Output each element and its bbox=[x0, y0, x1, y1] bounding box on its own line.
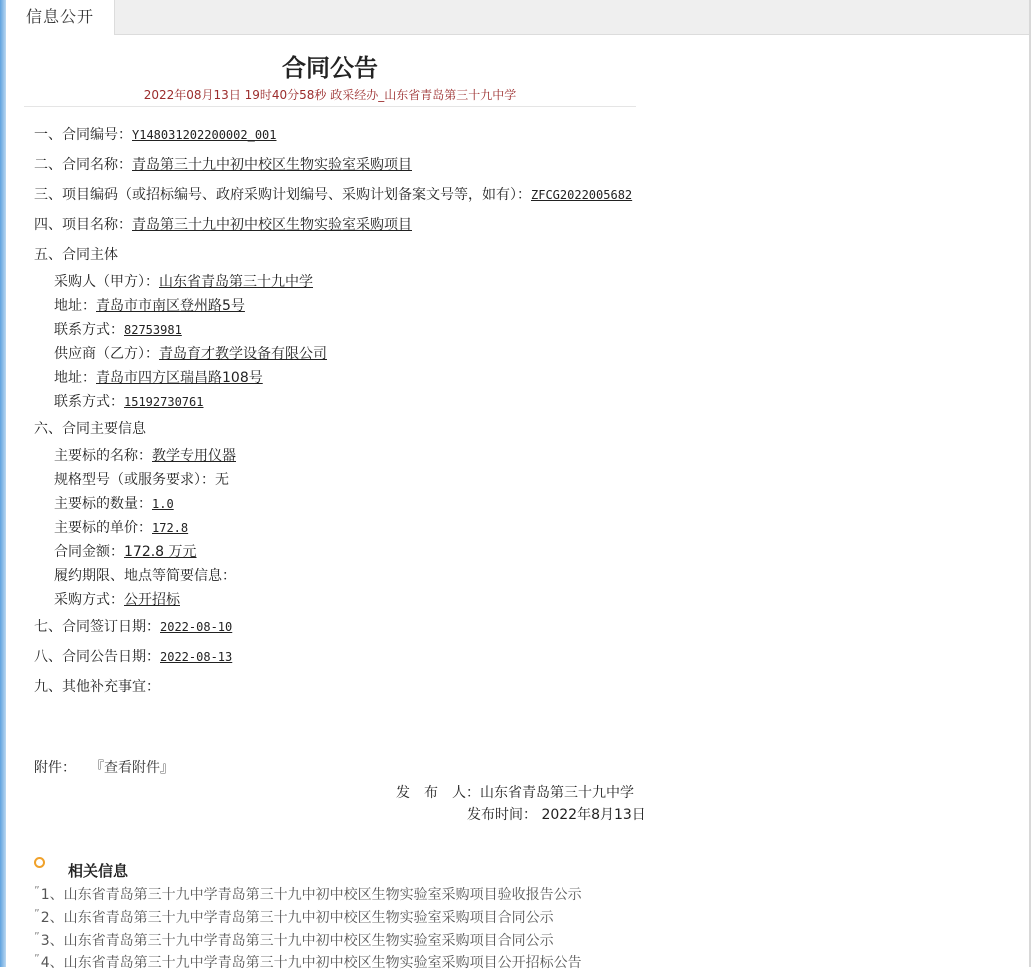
quote-mark-icon: ” bbox=[34, 884, 40, 897]
field-project-code: 三、项目编码（或招标编号、政府采购计划编号、采购计划备案文号等，如有）：ZFCG2022005682 bbox=[34, 187, 633, 203]
quote-mark-icon: ” bbox=[34, 930, 40, 943]
announcement-content bbox=[24, 34, 636, 107]
field-other-matters: 九、其他补充事宜： bbox=[34, 679, 160, 695]
field-announce-date: 八、合同公告日期：2022-08-13 bbox=[34, 649, 233, 665]
field-project-name: 四、项目名称：青岛第三十九中初中校区生物实验室采购项目 bbox=[34, 217, 412, 233]
field-supplier-address: 地址：青岛市四方区瑞昌路108号 bbox=[54, 370, 263, 386]
attachment-row: 附件： 『查看附件』 bbox=[34, 760, 174, 776]
publisher-line: 发 布 人：山东省青岛第三十九中学 bbox=[396, 785, 634, 801]
field-purchaser-address: 地址：青岛市市南区登州路5号 bbox=[54, 298, 245, 314]
field-contract-amount: 合同金额：172.8 万元 bbox=[54, 544, 197, 560]
publish-time-line: 发布时间： 2022年8月13日 bbox=[467, 807, 646, 823]
field-supplier-contact: 联系方式：15192730761 bbox=[54, 394, 204, 410]
section-contract-info: 六、合同主要信息 bbox=[34, 421, 146, 437]
field-performance-info: 履约期限、地点等简要信息： bbox=[54, 568, 236, 584]
related-item[interactable]: ”2、山东省青岛第三十九中学青岛第三十九中初中校区生物实验室采购项目合同公示 bbox=[34, 907, 554, 926]
related-item[interactable]: ”3、山东省青岛第三十九中学青岛第三十九中初中校区生物实验室采购项目合同公示 bbox=[34, 930, 554, 949]
quote-mark-icon: ” bbox=[34, 952, 40, 965]
field-contract-name: 二、合同名称：青岛第三十九中初中校区生物实验室采购项目 bbox=[34, 157, 412, 173]
tab-bar bbox=[6, 0, 1029, 35]
field-supplier: 供应商（乙方）：青岛育才教学设备有限公司 bbox=[54, 346, 327, 362]
field-quantity: 主要标的数量：1.0 bbox=[54, 496, 174, 512]
field-contract-number: 一、合同编号：Y148031202200002_001 bbox=[34, 127, 277, 143]
page-title: 合同公告 bbox=[282, 54, 378, 82]
section-contract-parties: 五、合同主体 bbox=[34, 247, 118, 263]
related-info-heading: 相关信息 bbox=[68, 862, 129, 880]
field-spec: 规格型号（或服务要求）：无 bbox=[54, 472, 229, 488]
field-sign-date: 七、合同签订日期：2022-08-10 bbox=[34, 619, 233, 635]
tab-info-public[interactable]: 信息公开 bbox=[6, 0, 115, 35]
related-item[interactable]: ”4、山东省青岛第三十九中学青岛第三十九中初中校区生物实验室采购项目公开招标公告 bbox=[34, 952, 582, 971]
related-item[interactable]: ”1、山东省青岛第三十九中学青岛第三十九中初中校区生物实验室采购项目验收报告公示 bbox=[34, 884, 582, 903]
field-purchaser: 采购人（甲方）：山东省青岛第三十九中学 bbox=[54, 274, 313, 290]
view-attachment-link[interactable]: 『查看附件』 bbox=[90, 760, 174, 776]
field-subject-name: 主要标的名称：教学专用仪器 bbox=[54, 448, 236, 464]
quote-mark-icon: ” bbox=[34, 907, 40, 920]
circle-bullet-icon bbox=[34, 857, 45, 868]
left-rail bbox=[0, 0, 6, 967]
field-purchaser-contact: 联系方式：82753981 bbox=[54, 322, 182, 338]
field-unit-price: 主要标的单价：172.8 bbox=[54, 520, 189, 536]
publish-meta: 2022年08月13日 19时40分58秒 政采经办_山东省青岛第三十九中学 bbox=[24, 86, 636, 107]
field-procurement-method: 采购方式：公开招标 bbox=[54, 592, 180, 608]
